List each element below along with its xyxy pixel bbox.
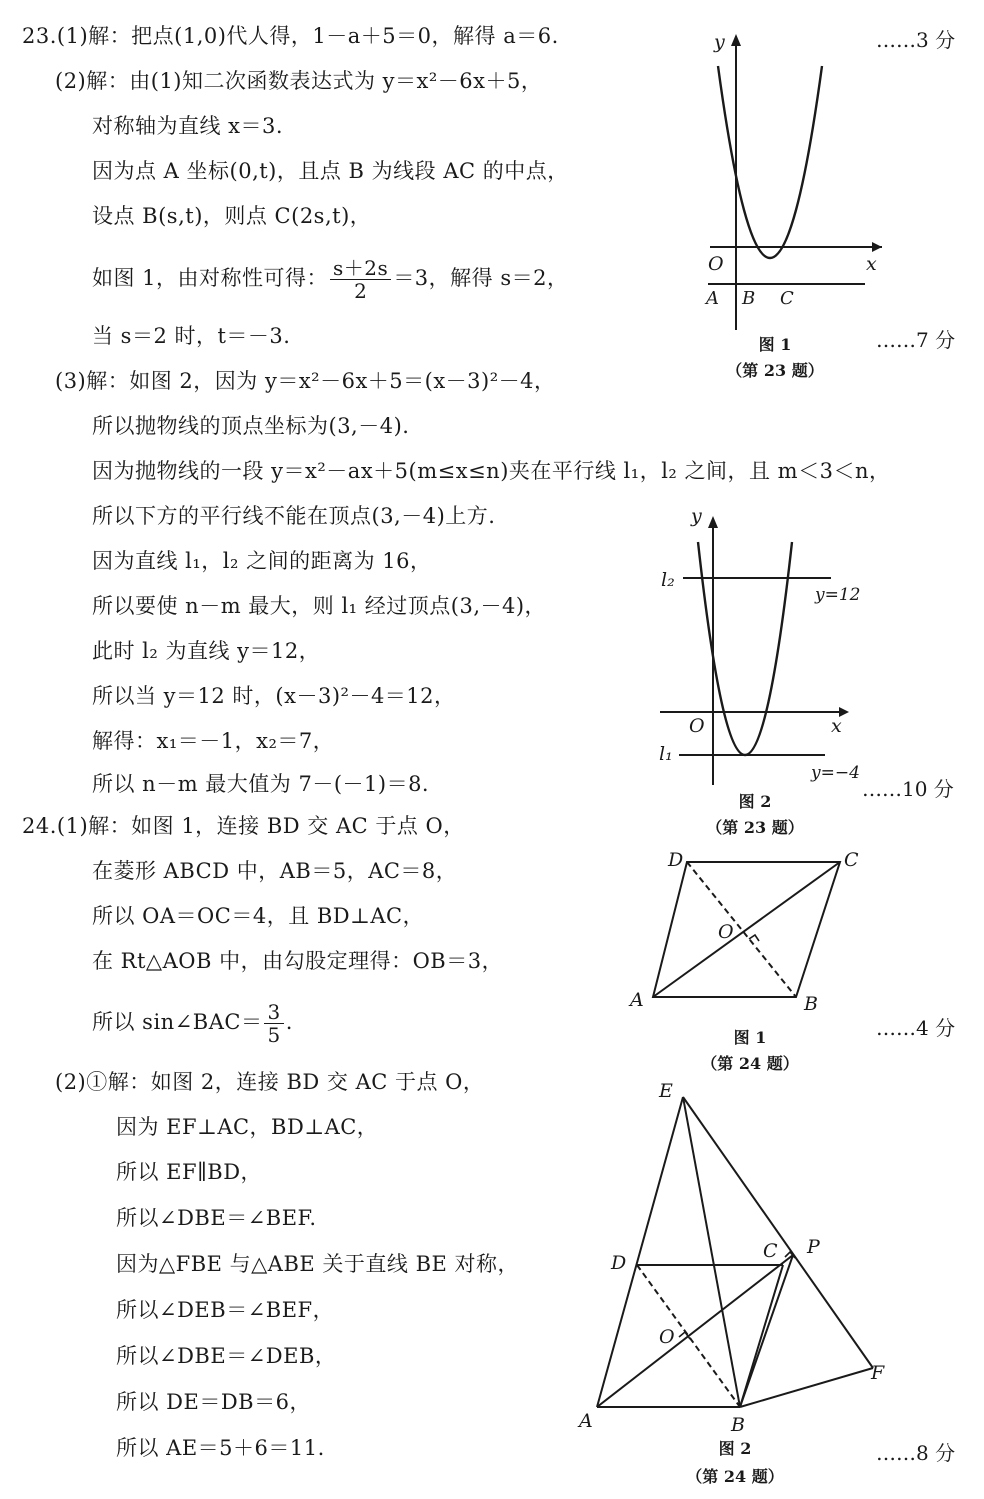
q24-part2-line: 所以∠DBE＝∠DEB， xyxy=(116,1344,337,1368)
y-label: y xyxy=(714,31,725,53)
q23-part3-line: 所以当 y＝12 时，(x－3)²－4＝12， xyxy=(92,684,456,708)
point-b-label: B xyxy=(742,288,756,309)
point-e-label: E xyxy=(659,1080,673,1102)
figure-subcaption: （第 24 题） xyxy=(701,1054,799,1073)
q24-frac-post: . xyxy=(285,1010,293,1034)
q24-figure-2 xyxy=(575,1075,895,1445)
q24-part2-line: 因为 EF⊥AC，BD⊥AC， xyxy=(116,1115,379,1139)
figure-subcaption: （第 24 题） xyxy=(686,1467,784,1486)
q23-part2-line: 因为点 A 坐标(0,t)，且点 B 为线段 AC 的中点， xyxy=(92,159,569,183)
q23-part2-line: 设点 B(s,t)，则点 C(2s,t)， xyxy=(92,204,372,228)
x-label: x xyxy=(831,715,842,737)
q24-frac-pre: 所以 sin∠BAC＝ xyxy=(92,1010,263,1034)
q24-part1-line: 在菱形 ABCD 中，AB＝5，AC＝8， xyxy=(92,859,458,883)
score-marker: ……7 分 xyxy=(876,328,956,352)
figure-caption: 图 1 xyxy=(733,1028,767,1047)
l1-label: l₁ xyxy=(659,743,673,765)
q24-part2-line: 所以∠DEB＝∠BEF， xyxy=(116,1298,335,1322)
q24-figure-1 xyxy=(620,840,870,1020)
q23-figure-2 xyxy=(655,500,870,800)
figure-caption: 图 2 xyxy=(718,1439,752,1458)
score-marker: ……3 分 xyxy=(876,28,956,52)
q23-part3-line: 因为直线 l₁，l₂ 之间的距离为 16， xyxy=(92,549,432,573)
point-b-label: B xyxy=(731,1414,745,1436)
score-marker: ……8 分 xyxy=(876,1441,956,1465)
q23-frac-num: s＋2s xyxy=(330,257,391,280)
q23-fraction xyxy=(330,257,391,302)
q23-frac-post: ＝3，解得 s＝2， xyxy=(393,266,569,290)
q24-part2-line: 所以∠DBE＝∠BEF. xyxy=(116,1206,317,1230)
q24-frac-num: 3 xyxy=(264,1001,283,1024)
diagonal-bd-dashed xyxy=(687,862,796,997)
origin-label: O xyxy=(708,253,724,275)
q23-part1: 23.(1)解：把点(1,0)代人得，1－a＋5＝0，解得 a＝6. xyxy=(22,24,559,48)
q23-part3-line: 所以要使 n－m 最大，则 l₁ 经过顶点(3,－4)， xyxy=(92,594,547,618)
q23-part2-line: 对称轴为直线 x＝3. xyxy=(92,114,284,138)
x-axis-arrow-icon xyxy=(872,242,882,252)
q24-part2-line: 所以 EF∥BD， xyxy=(116,1160,263,1184)
point-c-label: C xyxy=(780,288,794,309)
figure-subcaption: （第 23 题） xyxy=(726,361,824,380)
q23-figure-1 xyxy=(700,30,890,360)
l2-label: l₂ xyxy=(661,569,675,591)
q24-frac-den: 5 xyxy=(267,1023,281,1047)
point-a-label: A xyxy=(630,989,644,1011)
q23-part3-line: 因为抛物线的一段 y＝x²－ax＋5(m≤x≤n)夹在平行线 l₁，l₂ 之间，且 m＜3＜n， xyxy=(92,459,891,483)
q23-part3-line: 所以抛物线的顶点坐标为(3,－4). xyxy=(92,414,410,438)
point-o-label: O xyxy=(718,921,734,943)
q24-part2-line: 所以 AE＝5＋6＝11. xyxy=(116,1436,325,1460)
parabola xyxy=(718,66,822,258)
q23-part3-line: 解得：x₁＝－1，x₂＝7， xyxy=(92,729,335,753)
y-axis-arrow-icon xyxy=(731,34,741,46)
figure-caption: 图 1 xyxy=(758,335,792,354)
origin-label: O xyxy=(689,715,705,737)
segment-be xyxy=(683,1097,740,1407)
y-axis-arrow-icon xyxy=(708,516,718,528)
q23-part2-last: 当 s＝2 时，t＝－3. xyxy=(92,324,291,348)
q23-frac-pre: 如图 1，由对称性可得： xyxy=(92,266,329,290)
segment-bf xyxy=(740,1368,873,1407)
q23-frac-den: 2 xyxy=(354,279,368,303)
point-p-label: P xyxy=(807,1236,820,1258)
figure-subcaption: （第 23 题） xyxy=(706,818,804,837)
point-c-label: C xyxy=(844,849,859,871)
point-a-label: A xyxy=(579,1410,593,1432)
score-marker: ……4 分 xyxy=(876,1016,956,1040)
y-label: y xyxy=(691,505,702,527)
q23-part3-line: (3)解：如图 2，因为 y＝x²－6x＋5＝(x－3)²－4， xyxy=(55,369,556,393)
q24-fraction xyxy=(264,1001,283,1046)
y-neg4-label: y=−4 xyxy=(811,763,860,783)
x-label: x xyxy=(866,253,877,275)
figure-caption: 图 2 xyxy=(738,792,772,811)
q24-part1-line: 24.(1)解：如图 1，连接 BD 交 AC 于点 O， xyxy=(22,814,465,838)
q23-part3-line: 此时 l₂ 为直线 y＝12， xyxy=(92,639,321,663)
point-a-label: A xyxy=(706,288,719,309)
segment-bp xyxy=(740,1255,793,1407)
q24-part1-line: 在 Rt△AOB 中，由勾股定理得：OB＝3， xyxy=(92,949,504,973)
q24-part1-line: 所以 OA＝OC＝4，且 BD⊥AC， xyxy=(92,904,425,928)
q24-fraction-line xyxy=(92,994,293,1050)
point-o-label: O xyxy=(659,1326,675,1348)
point-b-label: B xyxy=(804,993,818,1015)
point-c-label: C xyxy=(763,1240,778,1262)
q23-part3-line: 所以 n－m 最大值为 7－(－1)＝8. xyxy=(92,772,430,796)
point-f-label: F xyxy=(871,1362,885,1384)
q23-part3-line: 所以下方的平行线不能在顶点(3,－4)上方. xyxy=(92,504,496,528)
segment-ae xyxy=(597,1097,683,1407)
q24-part2-line: 因为△FBE 与△ABE 关于直线 BE 对称， xyxy=(116,1252,520,1276)
score-marker: ……10 分 xyxy=(862,777,954,801)
point-d-label: D xyxy=(611,1252,627,1274)
q23-fraction-line xyxy=(92,250,569,306)
segment-ef xyxy=(683,1097,873,1368)
q23-part2-line: (2)解：由(1)知二次函数表达式为 y＝x²－6x＋5， xyxy=(55,69,543,93)
y12-label: y=12 xyxy=(815,585,861,605)
q24-part2-line: (2)①解：如图 2，连接 BD 交 AC 于点 O， xyxy=(55,1070,485,1094)
q24-part2-line: 所以 DE＝DB＝6， xyxy=(116,1390,311,1414)
point-d-label: D xyxy=(668,849,684,871)
